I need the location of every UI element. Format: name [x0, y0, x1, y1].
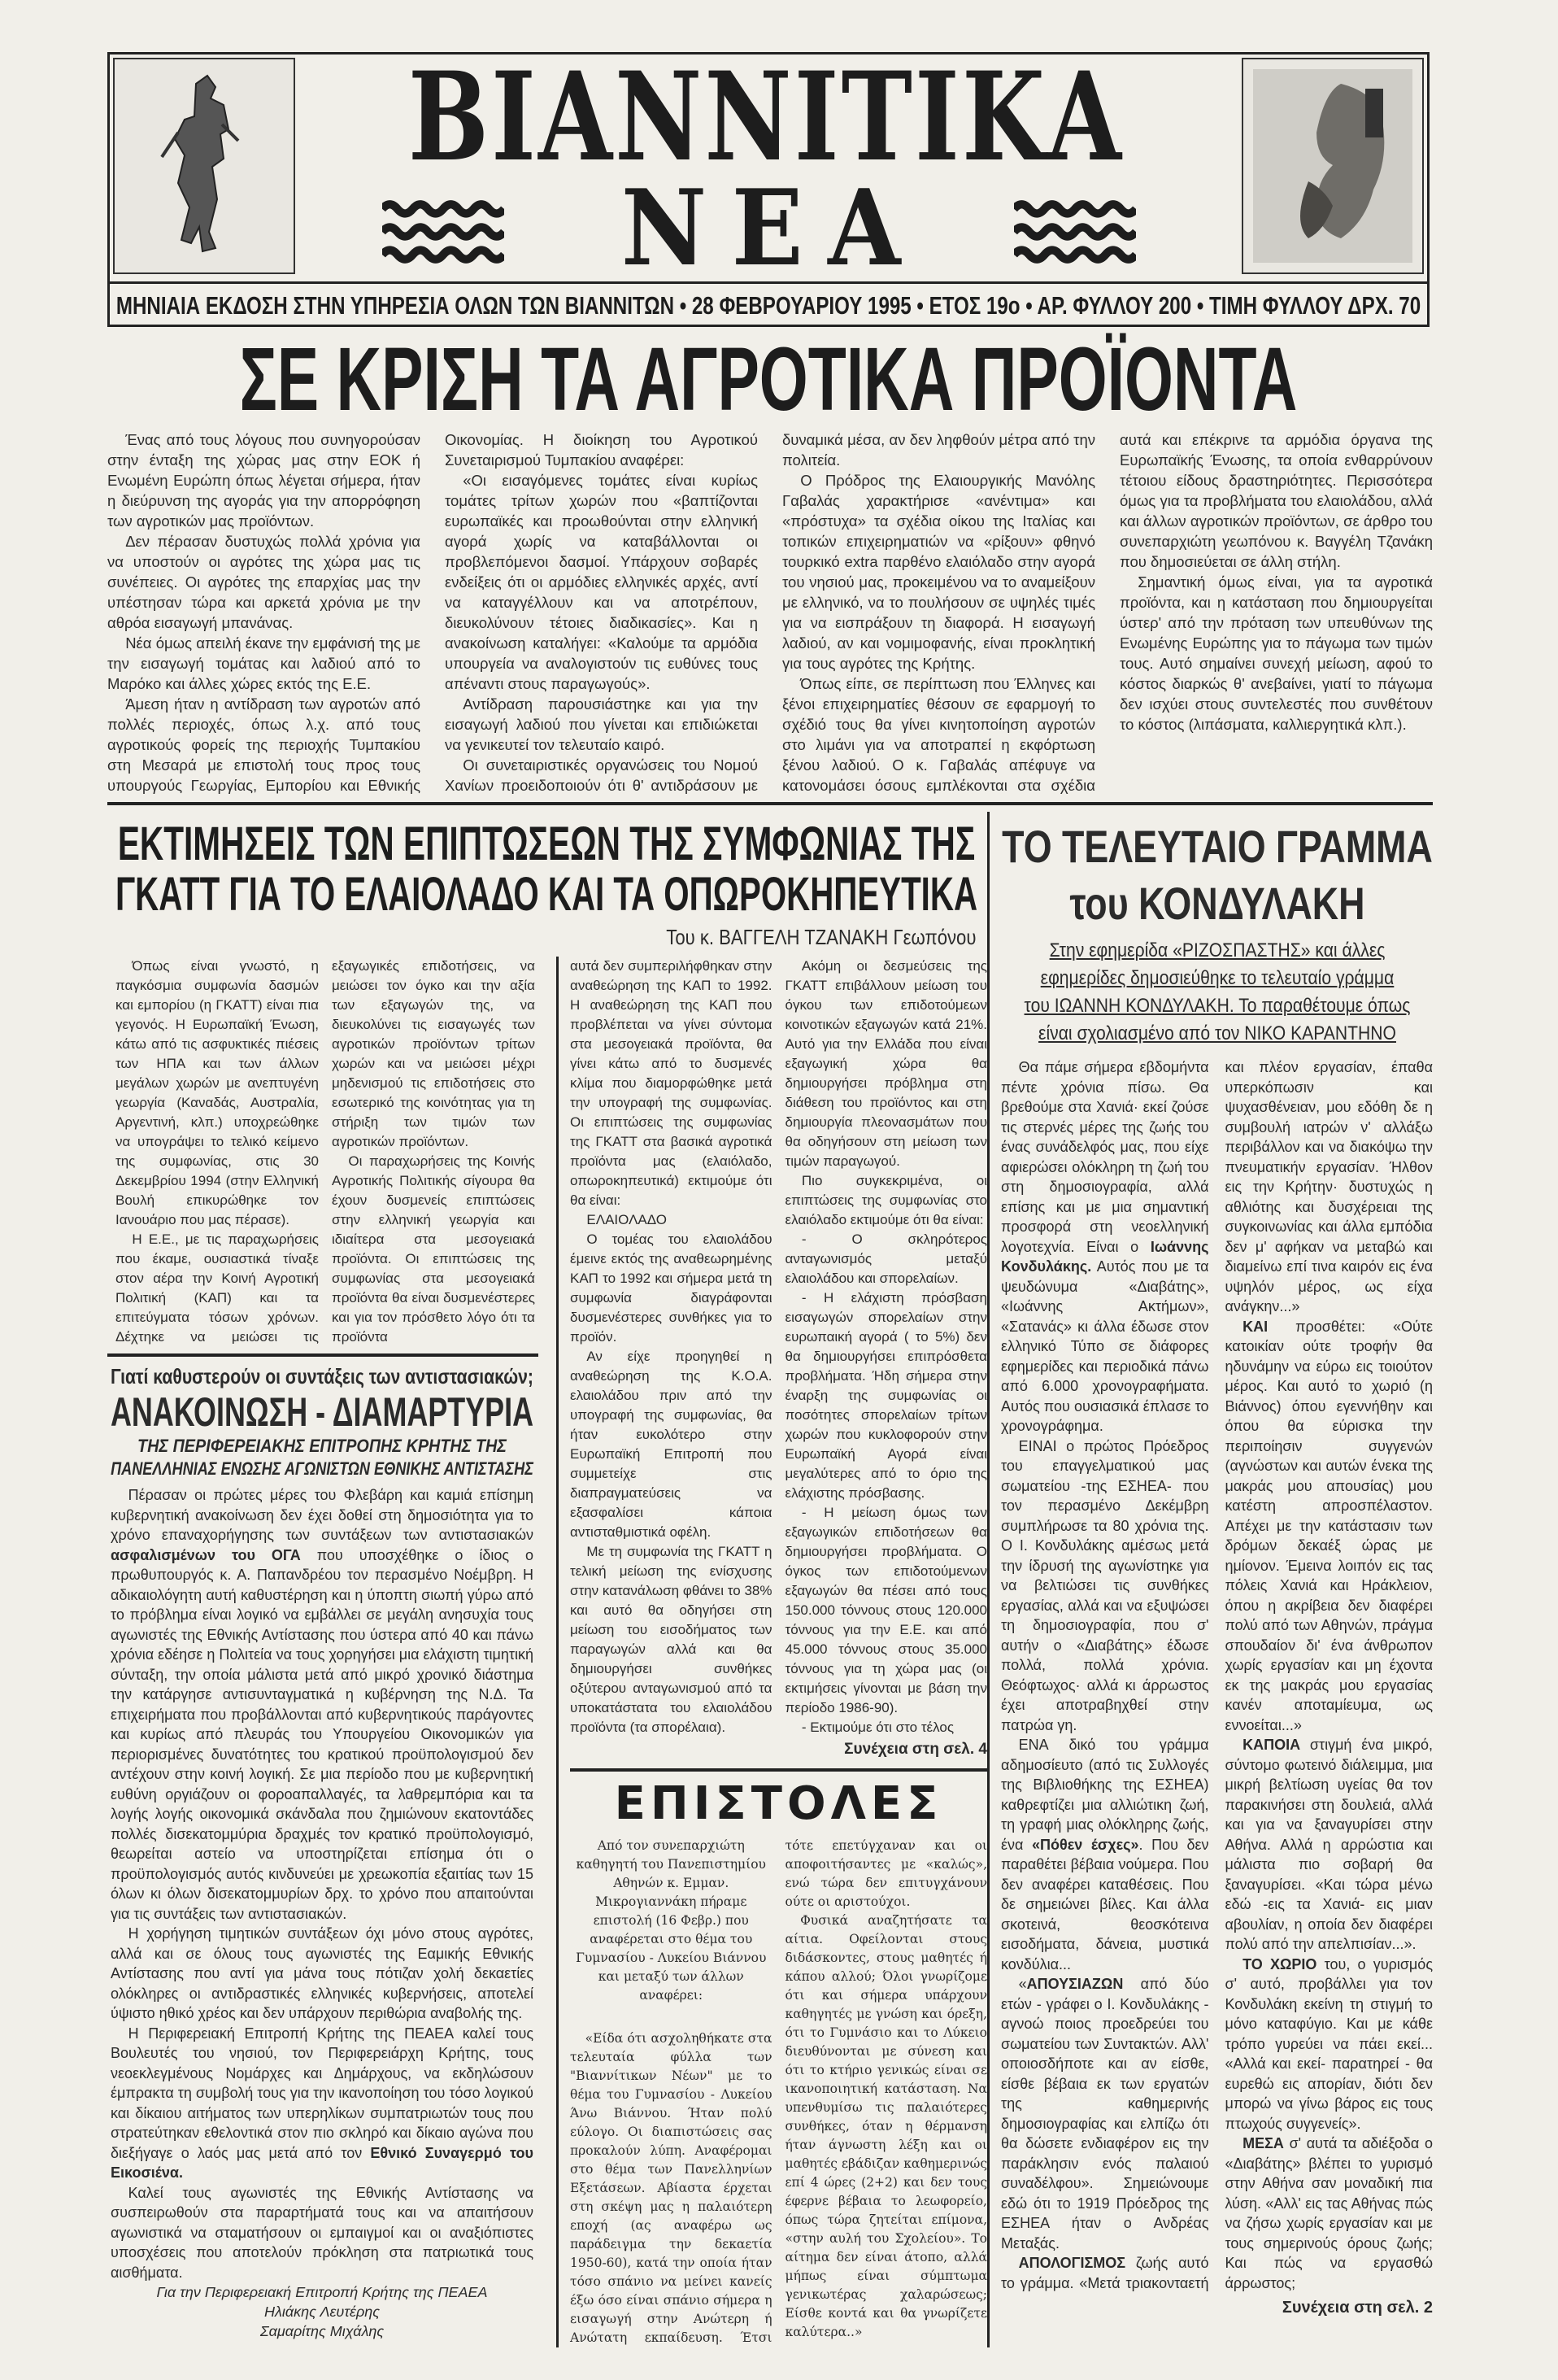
- gatt-headline-line2: ΓΚΑΤΤ ΓΙΑ ΤΟ ΕΛΑΙΟΛΑΔΟ ΚΑΙ ΤΑ ΟΠΩΡΟΚΗΠΕΥΤΙΚΑ: [115, 868, 978, 921]
- announcement-subtitle-line2: ΠΑΝΕΛΛΗΝΙΑΣ ΕΝΩΣΗΣ ΑΓΩΝΙΣΤΩΝ ΕΘΝΙΚΗΣ ΑΝΤΙΣΤΑΣΗΣ: [111, 1458, 533, 1479]
- gatt-article-body-part1: [107, 957, 538, 1347]
- masthead: [107, 46, 1430, 327]
- paragraph: Με τη συμφωνία της ΓΚΑΤΤ η τελική μείωση της ενίσχυσης στην κατανάλωση φθάνει το 38% και αυτό θα οδηγήσει στη μείωση του εισοδήματος των παραγωγών αλλά και θα δημιουργήσει συνθήκες οξύτερου ανταγωνισμού από τα υποκατάστατα του ελαιολάδου προϊόντα (τα σπορέλαια).: [570, 1544, 772, 1735]
- letters-body: [570, 1837, 987, 2347]
- text-run: που υποσχέθηκε ο ίδιος ο πρωθυπουργός κ. Α. Παπανδρέου τον περασμένο Νοέμβρη. Η αδικαιολόγητη αυτή καθυστέρηση και η ύποπτη σιωπή γύρω από το πρόβλημα είναι λογικό να εμβάλλει σε μεγάλη ανησυχία τους αγωνιστές της Εθνικής Αντίστασης που ύστερα από 40 και πάνω χρόνια εδέησε η Πολιτεία να τους χορηγήσει μια ελάχιστη τιμητική σύνταξη, την οποία μάλιστα μετά από μικρό χρονικό διάστημα την κατάργησε αντισυνταγματικά η κυβέρνηση της Ν.Δ. Τα επιχειρήματα που προβάλλονται από κυβερνητικούς παράγοντες και κυρίως από πλευράς του Υπουργείου Οικονομικών για περιορισμένες δυνατότητες του κρατικού προϋπολογισμού δεν αντέχουν στην κοινή λογική. Σε μια περίοδο που με κυβερνητική ευθύνη οργιάζουν οι φοροαπαλλαγές, τα λαθρεμπόρια και τα λογής λογής οικονομικά σκάνδαλα που ζημιώνουν εκατοντάδες πολλές δισεκατομμύρια δραχμές τον κρατικό προϋπολογισμό, θεωρείται αστείο να υποστηρίζεται επίσημα ότι ο προϋπολογισμός αυτός κινδυνεύει με χρεωκοπία εξαιτίας των 15 όλων κι όλων δισεκατομμυρίων δρχ. το χρόνο που απαιτούνται για τις συντάξεις των αντιστασιακών.: [111, 1546, 533, 1922]
- paragraph: αυτά δεν συμπεριλήφθηκαν στην αναθεώρηση της ΚΑΠ το 1992. Η αναθεώρηση της ΚΑΠ που προβλέπεται να γίνει σύντομα στα μεσογειακά προϊόντα, θα γίνει κάτω από το δυσμενές κλίμα που διαμορφώθηκε μετά την υπογραφή της συμφωνίας. Οι επιπτώσεις της συμφωνίας της ΓΚΑΤΤ στα βασικά αγροτικά προϊόντα μας (ελαιόλαδο, οπωροκηπευτικά) εκτιμούμε ότι θα είναι:: [570, 958, 772, 1208]
- signature-line: Ηλιάκης Λευτέρης: [263, 2304, 381, 2320]
- announcement-title: ΑΝΑΚΟΙΝΩΣΗ - ΔΙΑΜΑΡΤΥΡΙΑ: [110, 1389, 534, 1435]
- kondylakis-subtitle-line: του ΙΩΑΝΝΗ ΚΟΝΔΥΛΑΚΗ. Το παραθέτουμε όπως: [1024, 995, 1410, 1017]
- announcement-subtitle-line2-wrap: [111, 1458, 533, 1480]
- kondylakis-body: [1001, 1057, 1433, 2293]
- lower-section: [107, 812, 1433, 2347]
- letters-heading-wrap: [570, 1776, 987, 1832]
- letters-intro: [570, 1837, 772, 2005]
- paragraph: Η χορήγηση τιμητικών συντάξεων όχι μόνο στους αγρότες, αλλά και σε όλους τους αγωνιστές της Εαμικής Εθνικής Αντίστασης που αντί για μάνα τους πότιζαν χολή δεκαετίες ολόκληρες οι αντιδραστικές ελληνικές κυβερνήσεις, αποτελεί ύψιστο ηθικό χρέος και δεν υπάρχουν περιθώρια αναβολής της.: [111, 1925, 533, 2021]
- kondylakis-headline-line2: του ΚΟΝΔΥΛΑΚΗ: [1068, 878, 1365, 929]
- paragraph: «Οι εισαγόμενες τομάτες είναι κυρίως τομάτες τρίτων χωρών που «βαπτίζονται ευρωπαϊκές και προωθούνται στην ελληνική αγορά χωρίς να καταβάλλονται οι προβλεπόμενοι δασμοί. Υπάρχουν σοβαρές ενδείξεις ότι οι αρμόδιες ελληνικές αρχές, αντί να καταγγέλλουν και να αποτρέπουν, διευκολύνουν τέτοιες διαδικασίες». Και η ανακοίνωση καταλήγει: «Καλούμε τα αρμόδια υπουργεία να αναλογιστούν τις ευθύνες τους απέναντι στους παραγωγούς».: [445, 472, 758, 692]
- text-run: ΕΝΑ δικό του γράμμα αδημοσίευτο (από τις Συλλογές της Βιβλιοθήκης της ΕΣΗΕΑ) καθρεφτίζει μια αλλιώτικη ζωή, τη γραφή μιας ολόκληρης ζωής, ένα: [1001, 1737, 1209, 1853]
- newspaper-title-wrap: [407, 46, 1125, 189]
- paragraph: Όπως είπε, σε περίπτωση που Έλληνες και ξένοι επιχειρηματίες θέσουν σε εφαρμογή το σχέδιό τους θα γίνει κινητοποίηση αγροτών στο λιμάνι για να αποτραπεί η εκφόρτωση ξένου λαδιού. Ο κ. Γαβαλάς απέφυγε να κατονομάσει όσους εμπλέκονται στα σχέδια αυτά και επέκρινε τα αρμόδια όργανα της Ευρωπαϊκής Ένωσης, τα οποία ενθαρρύνουν τέτοιου είδους δραστηριότητες. Περισσότερα όμως για τα προβλήματα του ελαιολάδου, αλλά και άλλων αγροτικών προϊόντων, σε άρθρο του συνεπαρχιώτη γεωπόνου κ. Βαγγέλη Τζανάκη που δημοσιεύεται σε άλλη στήλη.: [782, 431, 1433, 794]
- gatt-headline-line1-wrap: [115, 817, 977, 870]
- paragraph: [1225, 1735, 1434, 1955]
- paragraph: [111, 1485, 533, 1924]
- kondylakis-headline-line1: ΤΟ ΤΕΛΕΥΤΑΙΟ ΓΡΑΜΜΑ: [1001, 821, 1433, 872]
- paragraph: Σημαντική όμως είναι, για τα αγροτικά προϊόντα, και η κατάσταση που δημιουργείται ύστερ' από την πρόταση των υπευθύνων της Ενωμένης Ευρώπης για το πάγωμα των τιμών τους. Αυτό σημαίνει συνεχή μείωση, αφού το κόστος διαρκώς θ' ανεβαίνει, γιατί το πάγωμα δεν ισχύει στους συντελεστές που συνθέτουν το κόστος (λιπάσματα, καλλιεργητικά κλπ.).: [1120, 573, 1433, 733]
- kondylakis-headline-line2-wrap: [1001, 878, 1433, 929]
- paragraph: Νέα όμως απειλή έκανε την εμφάνισή της με την εισαγωγή τομάτας και λαδιού από το Μαρόκο και άλλες χώρες εκτός της Ε.Ε.: [107, 634, 420, 692]
- kondylakis-continued-note: Συνέχεια στη σελ. 2: [1282, 2299, 1433, 2317]
- signature-line: Για την Περιφερειακή Επιτροπή Κρήτης της ΠΕΑΕΑ: [156, 2284, 488, 2300]
- kondylakis-subtitle: [1001, 937, 1433, 1048]
- bold-phrase: ΚΑΠΟΙΑ: [1242, 1737, 1301, 1753]
- bold-phrase: ΑΠΟΛΟΓΙΣΜΟΣ: [1018, 2255, 1126, 2271]
- bold-phrase: ΤΟ ΧΩΡΙΟ: [1242, 1955, 1317, 1972]
- text-run: ζωής αυτό το γράμμα. «Μετά τριακονταετή και πλέον εργασίαν, έπαθα υπερκόπωσιν και ψυχασθένειαν, μου εδόθη δε η συμβουλή ιατρών ν' αλλάξω περιβάλλον και να διακόψω την πνευματικήν εργασίαν. Ήλθον εις την Κρήτην· δυστυχώς η αθλιότης και δυσχέρειαι της συγκοινωνίας και άλλα εμπόδια δεν μ' αφήκαν να μεταβώ και διαμείνω επί τινα καιρόν εις ένα υψηλόν μέρος, ως είχα ανάγκην...»: [1001, 1059, 1433, 2291]
- text-run: σ' αυτά τα αδιέξοδα ο «Διαβάτης» βλέπει το γυρισμό στην Αθήνα σαν μοναδική πια λύση. «Αλλ' εις τας Αθήνας πώς να ζήσω χωρίς εργασίαν και με τους σημερινούς όρους ζωής; Και πώς να εργασθώ άρρωστος;: [1225, 2135, 1433, 2291]
- lower-columns: [107, 957, 987, 2347]
- gatt-headline-line2-wrap: [115, 868, 978, 921]
- issue-info: ΜΗΝΙΑΙΑ ΕΚΔΟΣΗ ΣΤΗΝ ΥΠΗΡΕΣΙΑ ΟΛΩΝ ΤΩΝ ΒΙΑΝΝΙΤΩΝ • 28 ΦΕΒΡΟΥΑΡΙΟΥ 1995 • ΕΤΟΣ 19ο • ΑΡ. ΦΥΛΛΟΥ 200 • ΤΙΜΗ ΦΥΛΛΟΥ ΔΡΧ. 70: [115, 291, 1421, 320]
- announcement-body: [111, 1485, 533, 2282]
- paragraph: - Ο σκληρότερος ανταγωνισμός μεταξύ ελαιολάδου και σπορελαίων.: [785, 1231, 987, 1286]
- newspaper-subtitle-wrap: [540, 168, 1006, 290]
- paragraph: [1225, 1317, 1434, 1736]
- bold-phrase: ασφαλισμένων του ΟΓΑ: [111, 1546, 301, 1563]
- lead-headline-wrap: [107, 329, 1430, 429]
- left-area: [107, 812, 987, 2347]
- text-run: στιγμή ένα μικρό, σύντομο φωτεινό διάλειμμα, μια μικρή βελτίωση υγείας θα τον παρακινήσει στη δουλειά, αλλά και για να ξαναγυρίσει στην Αθήνα. Αλλά η αρρώστια και μάλιστα πιο σοβαρή θα ξαναγυρίσει. «Και τώρα μένω εδώ -εις τα Χανιά- εις μιαν αβουλίαν, η οποία δεν διαφέρει πολύ από την απελπισίαν...».: [1225, 1737, 1433, 1952]
- kondylakis-subtitle-line-wrap: [1001, 992, 1433, 1020]
- paragraph: ΕΛΑΙΟΛΑΔΟ: [586, 1212, 667, 1227]
- lead-headline: ΣΕ ΚΡΙΣΗ ΤΑ ΑΓΡΟΤΙΚΑ ΠΡΟΪΟΝΤΑ: [239, 329, 1298, 429]
- announcement: [107, 1353, 538, 2341]
- text-run: του, ο γυρισμός σ' αυτό, προβάλλει για τον Κονδυλάκη εκείνη τη στιγμή το μόνο καταφύγιο. Και με κάθε τρόπο γυρεύει να πάει εκεί... «Αλλά και εκεί- παρατηρεί - θα ευρεθώ εις απορίαν, διότι δεν μπορώ να γίνω βάρος εις τους πτωχούς συγγενείς».: [1225, 1955, 1433, 2132]
- announcement-subtitle-line1: ΤΗΣ ΠΕΡΙΦΕΡΕΙΑΚΗΣ ΕΠΙΤΡΟΠΗΣ ΚΡΗΤΗΣ ΤΗΣ: [137, 1436, 507, 1456]
- paragraph: Ακόμη οι δεσμεύσεις της ΓΚΑΤΤ επιβάλλουν μείωση του όγκου των επιδοτούμεων κοινοτικών εξαγωγών κατά 21%. Αυτό για την Ελλάδα που είναι εξαγωγική χώρα θα δημιουργήσει πρόβλημα στη διάθεση του προϊόντος και στη δημιουργία πλεονασμάτων που θα οδηγήσουν στη μείωση των τιμών παραγωγού.: [785, 958, 987, 1169]
- paragraph: [1001, 1057, 1209, 1436]
- statue-photo: [1242, 58, 1424, 274]
- gatt-byline: Του κ. ΒΑΓΓΕΛΗ ΤΖΑΝΑΚΗ Γεωπόνου: [665, 925, 976, 949]
- paragraph: Ο Πρόδρος της Ελαιουργικής Μανόλης Γαβαλάς χαρακτήρισε «ανέντιμα» και «πρόστυχα» τα σχέδια οίκου της Ιταλίας και τοπικών επιχειρηματιών να «ρίξουν» φθηνό τουρκικό extra παρθένο ελαιόλαδο στην αγορά του νησιού μας, προκειμένου να το αναμείξουν με ελληνικό, να το πουλήσουν σε υψηλές τιμές για να εισπράξουν τη διαφορά. Η εισαγωγή λαδιού, αν και νομιμοφανής, είναι προκλητική για τους αγρότες της Κρήτης.: [782, 472, 1095, 672]
- paragraph: [1001, 1735, 1209, 1974]
- paragraph: Οι παραχωρήσεις της Κοινής Αγροτικής Πολιτικής σίγουρα θα έχουν δυσμενείς επιπτώσεις στην ελληνική γεωργία και ιδιαίτερα στα μεσογειακά προϊόντα. Οι επιπτώσεις της συμφωνίας στα μεσογειακά προϊόντα θα είναι δυσμενέστερες και για τον πρόσθετο λόγο ότι τα προϊόντα: [332, 1153, 535, 1345]
- signature-line: Σαμαρίτης Μιχάλης: [259, 2323, 385, 2339]
- paragraph: Η Ε.Ε., με τις παραχωρήσεις που έκαμε, ουσιαστικά τίναξε στον αέρα την Κοινή Αγροτική Πολιτική (ΚΑΠ) και τα επιτεύγματα τόσων χρόνων. Δέχτηκε να μειώσει τις εξαγωγικές επιδοτήσεις, να μειώσει τον όγκο και την αξία των εξαγωγών της, να διευκολύνει τις εισαγωγές των αγροτικών προϊόντων τρίτων χωρών και να μειώσει μέχρι μηδενισμού τις επιδοτήσεις στο εσωτερικό της κοινότητας για τη στήριξη των τιμών των αγροτικών προϊόντων.: [115, 958, 535, 1345]
- bold-phrase: Ιωάννης Κονδυλάκης.: [1001, 1238, 1209, 1275]
- section-divider: [107, 802, 1433, 805]
- issue-info-wrap: [116, 291, 1421, 320]
- paragraph: ΕΙΝΑΙ ο πρώτος Πρόεδρος του επαγγελματικού μας σωματείου -της ΕΣΗΕΑ- που τον περασμένο Δεκέμβρη συμπλήρωσε τα 80 χρόνια της. Ο Ι. Κονδυλάκης αμέσως μετά την ίδρυσή της αγωνίστηκε για να βελτιώσει τις συνθήκες εργασίας, αλλά και να εξυψώσει τη δημοσιογραφία, που σ' αυτήν ο «Διαβάτης» έδωσε πολλά, πολλά χρόνια. Θεόφτωχος· αλλά κι άρρωστος έχει αποτραβηχθεί στην πατρώα γη.: [1001, 1437, 1209, 1733]
- bold-phrase: Εθνικό Συναγερμό του Εικοσιένα.: [111, 2144, 533, 2181]
- bold-phrase: «Πόθεν έσχες»: [1031, 1836, 1139, 1853]
- kondylakis-subtitle-line: εφημερίδες δημοσιεύθηκε το τελευταίο γράμμα: [1040, 967, 1394, 989]
- letters-heading: ΕΠΙΣΤΟΛΕΣ: [614, 1777, 943, 1830]
- kondylakis-subtitle-line-wrap: [1001, 937, 1433, 965]
- paragraph: Όπως είναι γνωστό, η παγκόσμια συμφωνία δασμών και εμπορίου (η ΓΚΑΤΤ) είναι πια γεγονός. Η Ευρωπαϊκή Ένωση, κάτω από τις ασφυκτικές πιέσεις των ΗΠΑ και των άλλων μεγάλων χωρών με ανεπτυγένη γεωργία (Καναδάς, Αυστραλία, Αργεντινή, κλπ.) υποχρεώθηκε να υπογράψει το τελικό κείμενο της συμφωνίας, στις 30 Δεκεμβρίου 1994 (στην Ελληνική Βουλή επικυρώθηκε τον Ιανουάριο που μας πέρασε).: [115, 958, 319, 1227]
- newspaper-title: ΒΙΑΝΝΙΤΙΚΑ: [407, 46, 1125, 189]
- paragraph: [1001, 1974, 1209, 2253]
- paragraph: [1225, 1955, 1434, 2134]
- gatt-article-body-part2: [570, 957, 987, 1737]
- text-run: προσθέτει: «Ούτε κατοικίαν ούτε τροφήν θα ηδυνάμην να εύρω εις τοιούτον μέρος. Και αυτό το χωριό (η Βιάννος) όπου εγεννήθην και όπου θα εύρισκα την περιποίησιν συγγενών (αγνώστων και αυτών ένεκα της μακράς μου απουσίας) μου κατέστη απροσπέλαστον. Απέχει με την κατάστασιν των δρόμων δεκαέξ ώρας με ημίονον. Έμεινα λοιπόν εις τας πόλεις Χανιά και Ηράκλειον, όπου η ακρίβεια δεν διαφέρει πολύ από των Αθηνών, πράγμα σπουδαίον δι' ένα άνθρωπον χωρίς εργασίαν και μη έχοντα εκ της μακράς μου εργασίας κανέν αποταμίευμα, ως εννοείται...»: [1225, 1318, 1433, 1733]
- lead-article-body: [107, 429, 1433, 796]
- kondylakis-subtitle-line-wrap: [1001, 965, 1433, 992]
- text-run: Η Περιφερειακή Επιτροπή Κρήτης της ΠΕΑΕΑ καλεί τους Βουλευτές του νησιού, τον Περιφερειάρχη Κρήτης, τους νεοεκλεγμένους Νομάρχες και Δημάρχους, να εκδηλώσουν έμπρακτα τη συμβολή τους για την ικανοποίηση του τόσο λογικού και δίκαιου αιτήματος των υπερηλίκων συμπατριωτών τους που στρατεύτηκαν εθελοντικά στον πιο σκληρό και δίκαιο αγώνα που διεξήγαγε ο λαός μας μετά από τον: [111, 2025, 533, 2161]
- bold-phrase: ΚΑΙ: [1242, 1318, 1269, 1335]
- announcement-kicker-wrap: [111, 1363, 533, 1389]
- bold-phrase: ΑΠΟΥΣΙΑΖΩΝ: [1026, 1976, 1124, 1992]
- text-run: Θα πάμε σήμερα εβδομήντα πέντε χρόνια πίσω. Θα βρεθούμε στα Χανιά· εκεί ζούσε τις στερνές μέρες της ζωής του ένας συνάδελφός μας, που είχε αφιερώσει ολόκληρη τη ζωή του στη δημοσιογραφία, αλλά επίσης και με μια σημαντική προσφορά στη νεοελληνική λογοτεχνία. Είναι ο: [1001, 1059, 1209, 1255]
- paragraph: Ο τομέας του ελαιολάδου έμεινε εκτός της αναθεωρημένης ΚΑΠ το 1992 και σήμερα μετά τη συμφωνία διαγράφονται δυσμενέστερες συνθήκες για το προϊόν.: [570, 1231, 772, 1345]
- kondylakis-subtitle-line: είναι σχολιασμένο από τον ΝΙΚΟ ΚΑΡΑΝΤΗΝΟ: [1038, 1022, 1396, 1044]
- text-run: . Που δεν παραθέτει βέβαια νούμερα. Που δεν αναφέρει καταθέσεις. Που δε σημειώνει βίλες. Και άλλα σκοτεινά, θεοσκότεινα εισοδήματα, δάνεια, μυστικά κονδύλια...: [1001, 1836, 1209, 1972]
- announcement-kicker: Γιατί καθυστερούν οι συντάξεις των αντιστασιακών;: [111, 1364, 533, 1388]
- paragraph: Οι συνεταιριστικές οργανώσεις του Νομού Χανίων προειδοποιούν ότι θ' αντιδράσουν με δυναμικά μέσα, αν δεν ληφθούν μέτρα από την πολιτεία.: [445, 431, 1095, 794]
- paragraph: Φυσικά αναζητήσατε τα αίτια. Οφείλονται στους διδάσκοντες, στους μαθητές ή κάπου αλλού; Όλοι γνωρίζομε ότι και σήμερα υπάρχουν καθηγητές με γνώση και όρεξη, ότι το Γυμνάσιο και το Λύκειο διευθύνονται με σύνεση και ότι το κτήριο γενικώς είναι σε ικανοποιητική κατάσταση. Να υπενθυμίσω τις παλαιότερες συνθήκες, όταν η θέρμανση ήταν άγνωστη λέξη και οι μαθητές εβάδιζαν καθημερινώς επί 4 ώρες (2+2) και δεν τους έφερνε βέβαια το λεωφορείο, όπως τώρα ζητείται επίμονα, «στην αυλή του Σχολείου». Το αίτημα δεν είναι άτοπο, αλλά μήπως είναι σύμπτωμα γενικωτέρας χαλαρώσεως; Είσθε κοντά και θα γνωρίζετε καλύτερα..»: [785, 1913, 987, 2339]
- paragraph: Από τον συνεπαρχιώτη καθηγητή του Πανεπιστημίου Αθηνών κ. Εμμαν. Μικρογιαννάκη πήραμε επιστολή (16 Φεβρ.) που αναφέρεται στο θέμα του Γυμνασίου - Λυκείου Βιάννου και μεταξύ των άλλων αναφέρει:: [576, 1838, 767, 2003]
- paragraph: Άμεση ήταν η αντίδραση των αγροτών από πολλές περιοχές, όπως λ.χ. από τους αγροτικούς φορείς της περιοχής Τυμπακίου στη Μεσαρά με επιστολή τους προς τους υπουργούς Γεωργίας, Εμπορίου και Εθνικής Οικονομίας. Η διοίκηση του Αγροτικού Συνεταιρισμού Τυμπακίου αναφέρει:: [107, 431, 758, 794]
- gatt-headline-line1: ΕΚΤΙΜΗΣΕΙΣ ΤΩΝ ΕΠΙΠΤΩΣΕΩΝ ΤΗΣ ΣΥΜΦΩΝΙΑΣ ΤΗΣ: [117, 817, 976, 870]
- gatt-headline: [107, 812, 987, 921]
- newspaper-subtitle: ΝΕΑ: [620, 168, 925, 290]
- paragraph: [1225, 2134, 1434, 2293]
- newspaper-page: [107, 0, 1433, 2380]
- paragraph: - Η ελάχιστη πρόσβαση εισαγωγών σπορελαίων στην ευρωπαική αγορά ( το 5%) δεν θα δημιουργήσει επιπρόσθετα προβλήματα. Ήδη σήμερα στην έναρξη της συμφωνίας οι ποσότητες σπορελαίων τρίτων χωρών που κυκλοφορούν στην Ευρωπαϊκή Αγορά είναι μεγαλύτερες από το όριο της ελάχιστης πρόσβασης.: [785, 1290, 987, 1501]
- paragraph: - Η μείωση όμως των εξαγωγικών επιδοτήσεων θα δημιουργήσει προβλήματα. Ο όγκος των επιδοτούμενων εξαγωγών θα πέσει από τους 150.000 τόννους στους 120.000 τόννους για την Ε.Ε. και από 45.000 τόννους στους 35.000 τόννους για τη χώρα μας (οι εκτιμήσεις γίνονται με βάση την περίοδο 1986-90).: [785, 1505, 987, 1715]
- paragraph: «Είδα ότι ασχοληθήκατε στα τελευταία φύλλα των "Βιαννίτικων Νέων" με το θέμα του Γυμνασίου - Λυκείου Άνω Βιάννου. Ήταν πολύ εύλογο. Οι διαπιστώσεις σας προκαλούν λύπη. Αναφέρομαι στο θέμα των Πανελληνίων Εξετάσεων. Αβίαστα έρχεται στη σκέψη μας η παλαιότερη εποχή (ας αναφέρω ως παράδειγμα την δεκαετία 1950-60), κατά την οποία ήταν τόσο σπάνιο να μείνει κανείς έξω όσο είναι σπάνιο σήμερα η εισαγωγή στην Ανώτερη ή Ανώτατη εκπαίδευση. Έτσι τότε επετύγχαναν και οι αποφοιτήσαντες με «καλώς», ενώ τώρα δεν επιτυγχάνουν ούτε οι αριστούχοι.: [570, 1838, 987, 2345]
- text-run: «: [1018, 1976, 1027, 1992]
- text-run: Πέρασαν οι πρώτες μέρες του Φλεβάρη και καμιά επίσημη κυβερνητική ανακοίνωση δεν έχει δοθεί στη δημοσιότητα για το χρόνο επαναχορήγησης των συντάξεων των αντιστασιακών: [111, 1487, 533, 1543]
- paragraph: Αν είχε προηγηθεί η αναθεώρηση της Κ.Ο.Α. ελαιολάδου πριν από την υπογραφή της συμφωνίας, θα ήταν ευκολότερο στην Ευρωπαϊκή Επιτροπή που συμμετείχε στις διαπραγματεύσεις να εξασφαλίσει κάποια αντισταθμιστικά οφέλη.: [570, 1349, 772, 1540]
- paragraph: Αντίδραση παρουσιάστηκε και για την εισαγωγή λαδιού που γίνεται και επιδιώκεται να γενικευτεί τον τελευταίο καιρό.: [445, 695, 758, 753]
- kondylakis-subtitle-line: Στην εφημερίδα «ΡΙΖΟΣΠΑΣΤΗΣ» και άλλες: [1049, 939, 1385, 961]
- kondylakis-article: [987, 812, 1433, 2347]
- right-column: [556, 957, 987, 2347]
- kondylakis-subtitle-line-wrap: [1001, 1020, 1433, 1048]
- paragraph: Καλεί τους αγωνιστές της Εθνικής Αντίστασης να συσπειρωθούν στα παραρτήματά τους και να απαιτήσουν αγωνιστικά να σταματήσουν οι εμπαιγμοί και οι αναξιόπιστες υποσχέσεις που αποτελούν πρόκληση στα πατριωτικά τους αισθήματα.: [111, 2184, 533, 2281]
- wave-ornament-right: [1014, 193, 1136, 271]
- paragraph: [111, 2024, 533, 2183]
- announcement-title-wrap: [111, 1389, 533, 1435]
- paragraph: Δεν πέρασαν δυστυχώς πολλά χρόνια για να υποστούν οι αγρότες της χώρα μας τις συνέπειες. Οι αγρότες της επαρχίας μας την υπέστησαν τώρα και αρκετά χρόνια με την αθρόα εισαγωγή μπανάνας.: [107, 533, 420, 631]
- engraved-figure-illustration: [113, 58, 295, 274]
- bold-phrase: ΜΕΣΑ: [1242, 2135, 1284, 2151]
- kondylakis-headline-line1-wrap: [1001, 822, 1433, 872]
- announcement-subtitle-line1-wrap: [111, 1435, 533, 1458]
- text-run: από δύο ετών - γράφει ο Ι. Κονδυλάκης - αγνοώ ποιος προεδρεύει του σωματείου των Συντακτών. Αλλ' οποιοσδήποτε και αν είσθε, είσθε βέβαια εκ των εργατών της καθημερινής δημοσιογραφίας και ελπίζω ότι θα δώσετε ενδιαφέρον εις την παράκλησιν ενός παλαιού συναδέλφου». Σημειώνουμε εδώ ότι το 1919 Πρόεδρος της ΕΣΗΕΑ ήταν ο Ανδρέας Μεταξάς.: [1001, 1976, 1209, 2251]
- wave-ornament-left: [382, 193, 504, 271]
- gatt-continued-note: Συνέχεια στη σελ. 4: [844, 1741, 987, 1758]
- paragraph: Ένας από τους λόγους που συνηγορούσαν στην ένταξη της χώρας μας στην ΕΟΚ ή Ενωμένη Ευρώπη όπως λέγεται σήμερα, ήταν η διεύρυνση της αγοράς για την απορρόφηση των αγροτικών μας προϊόντων.: [107, 431, 420, 530]
- paragraph: Πιο συγκεκριμένα, οι επιπτώσεις της συμφωνίας στο ελαιόλαδο εκτιμούμε ότι θα είναι:: [785, 1173, 987, 1227]
- issue-info-bar: [110, 281, 1427, 327]
- left-column: [107, 957, 538, 2347]
- letters: [570, 1768, 987, 2347]
- gatt-byline-wrap: [107, 924, 976, 950]
- paragraph: - Εκτιμούμε ότι στο τέλος: [801, 1720, 955, 1735]
- text-run: Αυτός που με τα ψευδώνυμα «Διαβάτης», «Ιωάννης Ακτήμων», «Σατανάς» κι άλλα έδωσε στον ελληνικό Τύπο σε διάφορες εφημερίδες και περιοδικά πάνω από 6.000 χρονογραφήματα. Αυτός που ουσιασικά έπλασε το χρονογράφημα.: [1001, 1258, 1209, 1434]
